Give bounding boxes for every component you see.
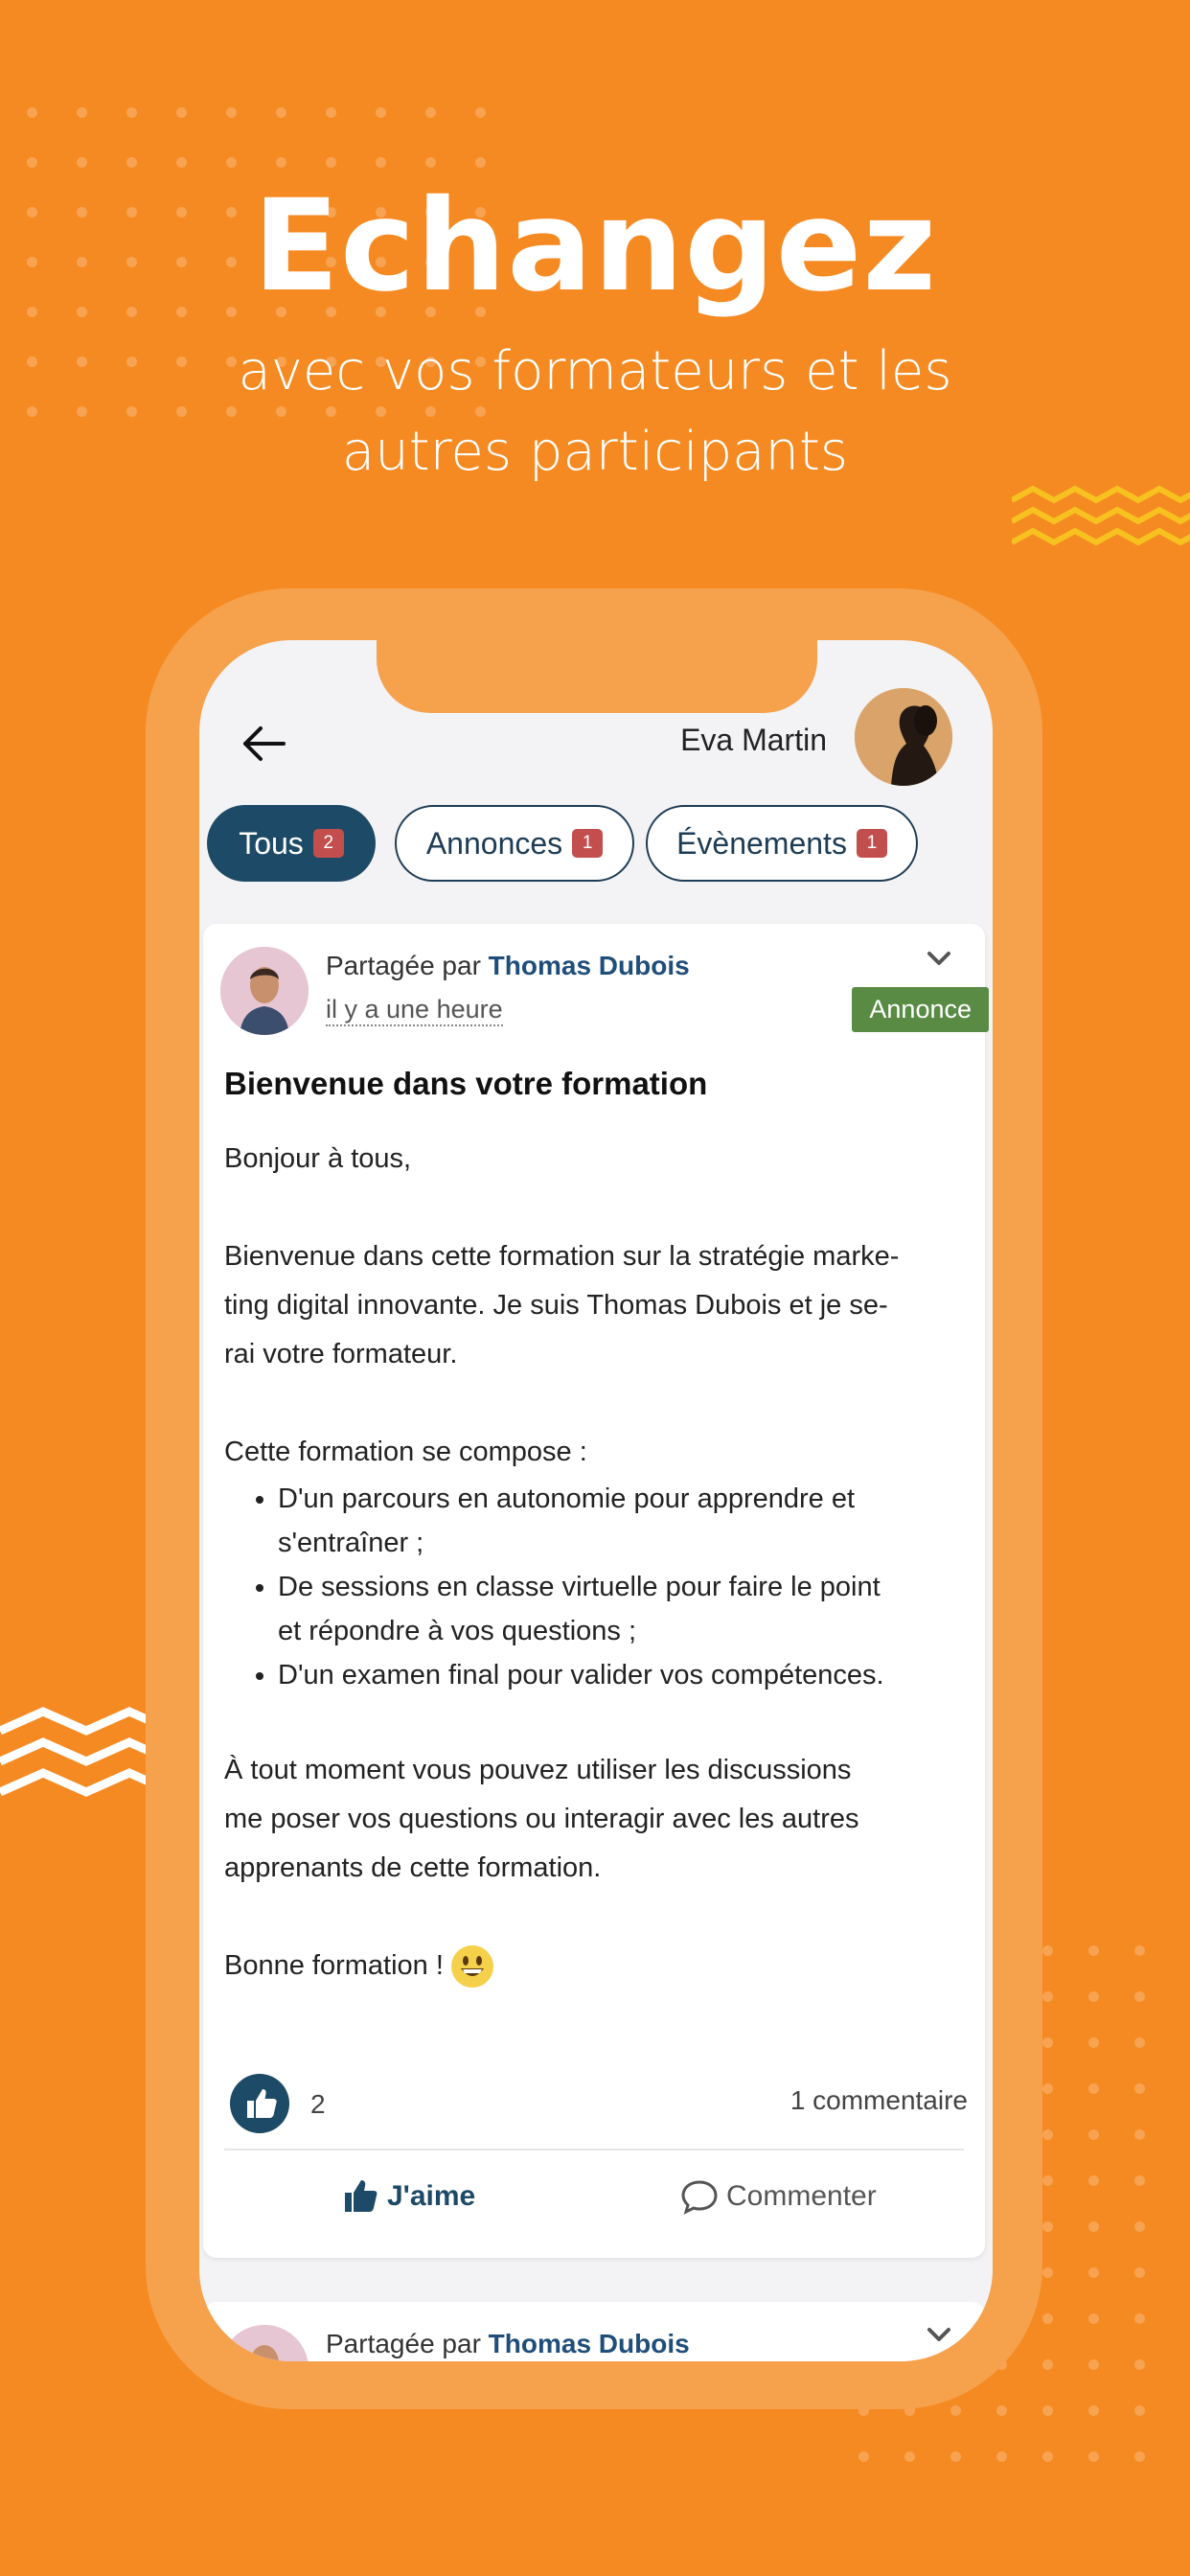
decorative-dot — [1134, 2037, 1145, 2048]
decorative-dot — [226, 157, 237, 168]
comment-button-label: Commenter — [726, 2180, 877, 2212]
decorative-dot — [1088, 1991, 1099, 2002]
post-paragraph: apprenants de cette formation. — [224, 1852, 602, 1883]
decorative-dot — [226, 107, 237, 118]
author-link[interactable]: Thomas Dubois — [488, 951, 690, 980]
chevron-down-icon[interactable] — [922, 2317, 956, 2352]
post-paragraph: À tout moment vous pouvez utiliser les discussions — [224, 1755, 852, 1785]
hero-subtitle — [0, 332, 1190, 493]
decorative-dot — [126, 107, 137, 118]
shared-prefix: Partagée par — [326, 2329, 481, 2358]
decorative-dot — [1042, 2313, 1053, 2324]
decorative-dot — [1042, 2129, 1053, 2140]
tab-annonces[interactable] — [395, 805, 634, 882]
decorative-dot — [276, 157, 286, 168]
post-body — [224, 1135, 981, 1990]
decorative-dot — [176, 107, 187, 118]
list-item: • D'un examen final pour valider vos compétences. — [278, 1653, 981, 1697]
comment-count-link[interactable]: 1 commentaire — [790, 2085, 968, 2115]
decorative-dot — [1088, 2037, 1099, 2048]
decorative-dot — [1088, 2083, 1099, 2094]
post-paragraph: rai votre formateur. — [224, 1339, 458, 1369]
divider — [224, 2149, 964, 2150]
post-reactions — [230, 2074, 968, 2141]
list-item: • D'un parcours en autonomie pour apprendre et s'entraîner ; — [278, 1477, 981, 1565]
decorative-dot — [1088, 1945, 1099, 1956]
decorative-dot — [126, 157, 137, 168]
decorative-dot — [425, 157, 436, 168]
decorative-dot — [1042, 2175, 1053, 2186]
decorative-dot — [326, 107, 336, 118]
user-avatar[interactable] — [855, 688, 952, 786]
tab-evenements[interactable] — [646, 805, 918, 882]
decorative-dot — [950, 2451, 961, 2462]
decorative-dot — [1042, 2083, 1053, 2094]
list-item: • De sessions en classe virtuelle pour faire le point et répondre à vos questions ; — [278, 1565, 981, 1653]
decorative-dot — [1134, 1991, 1145, 2002]
decorative-dot — [1134, 2359, 1145, 2370]
decorative-dot — [904, 2451, 915, 2462]
user-name: Eva Martin — [680, 723, 827, 757]
hero-title: Echangez — [252, 172, 938, 320]
post-paragraph — [224, 1942, 981, 1990]
post-paragraph: ting digital innovante. Je suis Thomas Dubois et je se- — [224, 1290, 888, 1321]
decorative-dot — [1088, 2313, 1099, 2324]
like-count: 2 — [310, 2089, 326, 2119]
decorative-dot — [1088, 2175, 1099, 2186]
decorative-dot — [1134, 1945, 1145, 1956]
decorative-dot — [27, 107, 37, 118]
decorative-dot — [996, 2451, 1007, 2462]
tab-tous[interactable] — [207, 805, 376, 882]
decorative-dot — [858, 2451, 869, 2462]
decorative-dot — [27, 157, 37, 168]
decorative-dot — [1134, 2405, 1145, 2416]
tab-label: Tous — [239, 825, 304, 861]
decorative-dot — [1042, 2405, 1053, 2416]
arrow-left-icon[interactable] — [238, 717, 291, 770]
post-paragraph: me poser vos questions ou interagir avec les autres — [224, 1804, 859, 1834]
decorative-dot — [1042, 2451, 1053, 2462]
decorative-dot — [425, 107, 436, 118]
hero-subtitle-line: avec vos formateurs et les — [238, 340, 952, 402]
decorative-dot — [1088, 2221, 1099, 2232]
avatar-portrait-icon — [855, 688, 952, 786]
hero-subtitle-line: autres participants — [341, 421, 849, 483]
decorative-dot — [176, 157, 187, 168]
tab-count-badge: 2 — [313, 829, 344, 858]
chevron-down-icon[interactable] — [922, 941, 956, 976]
decorative-dot — [1042, 1945, 1053, 1956]
post-paragraph: Bonjour à tous, — [224, 1143, 412, 1174]
decorative-dot — [326, 157, 336, 168]
decorative-dot — [1042, 2267, 1053, 2278]
decorative-dot — [376, 157, 386, 168]
decorative-dot — [1134, 2175, 1145, 2186]
decorative-dot — [1042, 2221, 1053, 2232]
decorative-dot — [475, 107, 486, 118]
decorative-dot — [1134, 2267, 1145, 2278]
decorative-dot — [1042, 2359, 1053, 2370]
decorative-dot — [1134, 2083, 1145, 2094]
avatar-portrait-icon — [220, 947, 309, 1035]
decorative-dot — [1134, 2129, 1145, 2140]
decorative-dot — [1088, 2405, 1099, 2416]
post-title: Bienvenue dans votre formation — [224, 1066, 708, 1101]
decorative-dot — [276, 107, 286, 118]
author-avatar[interactable] — [220, 947, 309, 1035]
post-paragraph: Bienvenue dans cette formation sur la stratégie marke- — [224, 1241, 900, 1272]
decorative-dot — [475, 157, 486, 168]
decorative-dot — [376, 107, 386, 118]
decorative-dot — [77, 157, 87, 168]
announcement-tag: Annonce — [852, 987, 989, 1032]
decorative-dot — [1134, 2451, 1145, 2462]
post-card — [203, 2302, 985, 2361]
post-bullet-list — [224, 1477, 981, 1697]
decorative-dot — [1134, 2221, 1145, 2232]
tab-count-badge: 1 — [572, 829, 603, 858]
comment-button[interactable] — [680, 2177, 877, 2216]
thumbs-up-icon — [230, 2074, 289, 2133]
post-paragraph: Cette formation se compose : — [224, 1437, 587, 1467]
phone-notch — [377, 640, 817, 713]
author-avatar[interactable] — [220, 2325, 309, 2361]
like-button-label: J'aime — [387, 2180, 476, 2212]
like-button[interactable] — [341, 2177, 475, 2216]
decorative-dot — [1134, 2313, 1145, 2324]
decorative-dot — [1088, 2451, 1099, 2462]
tab-label: Annonces — [425, 825, 563, 861]
tab-count-badge: 1 — [857, 829, 887, 858]
grinning-face-icon — [451, 1945, 493, 1988]
phone-screen — [199, 640, 993, 2361]
decorative-dot — [1088, 2359, 1099, 2370]
decorative-dot — [1042, 1991, 1053, 2002]
decorative-dot — [77, 107, 87, 118]
speech-bubble-icon — [680, 2177, 719, 2216]
decorative-dot — [950, 2405, 961, 2416]
shared-prefix: Partagée par — [326, 951, 481, 980]
tab-label: Évènements — [676, 825, 847, 861]
filter-tabs — [207, 805, 993, 886]
decorative-dot — [1088, 2267, 1099, 2278]
avatar-portrait-icon — [220, 2325, 309, 2361]
decorative-dot — [996, 2405, 1007, 2416]
decorative-dot — [1088, 2129, 1099, 2140]
post-card — [203, 924, 985, 2258]
thumbs-up-icon — [341, 2177, 379, 2216]
post-shared-by — [326, 951, 690, 981]
author-link[interactable]: Thomas Dubois — [488, 2329, 690, 2358]
signoff-text: Bonne formation ! — [224, 1950, 444, 1981]
post-timestamp: il y a une heure — [326, 995, 503, 1026]
zigzag-decoration-right — [1012, 483, 1190, 556]
post-shared-by — [326, 2329, 690, 2359]
decorative-dot — [1042, 2037, 1053, 2048]
